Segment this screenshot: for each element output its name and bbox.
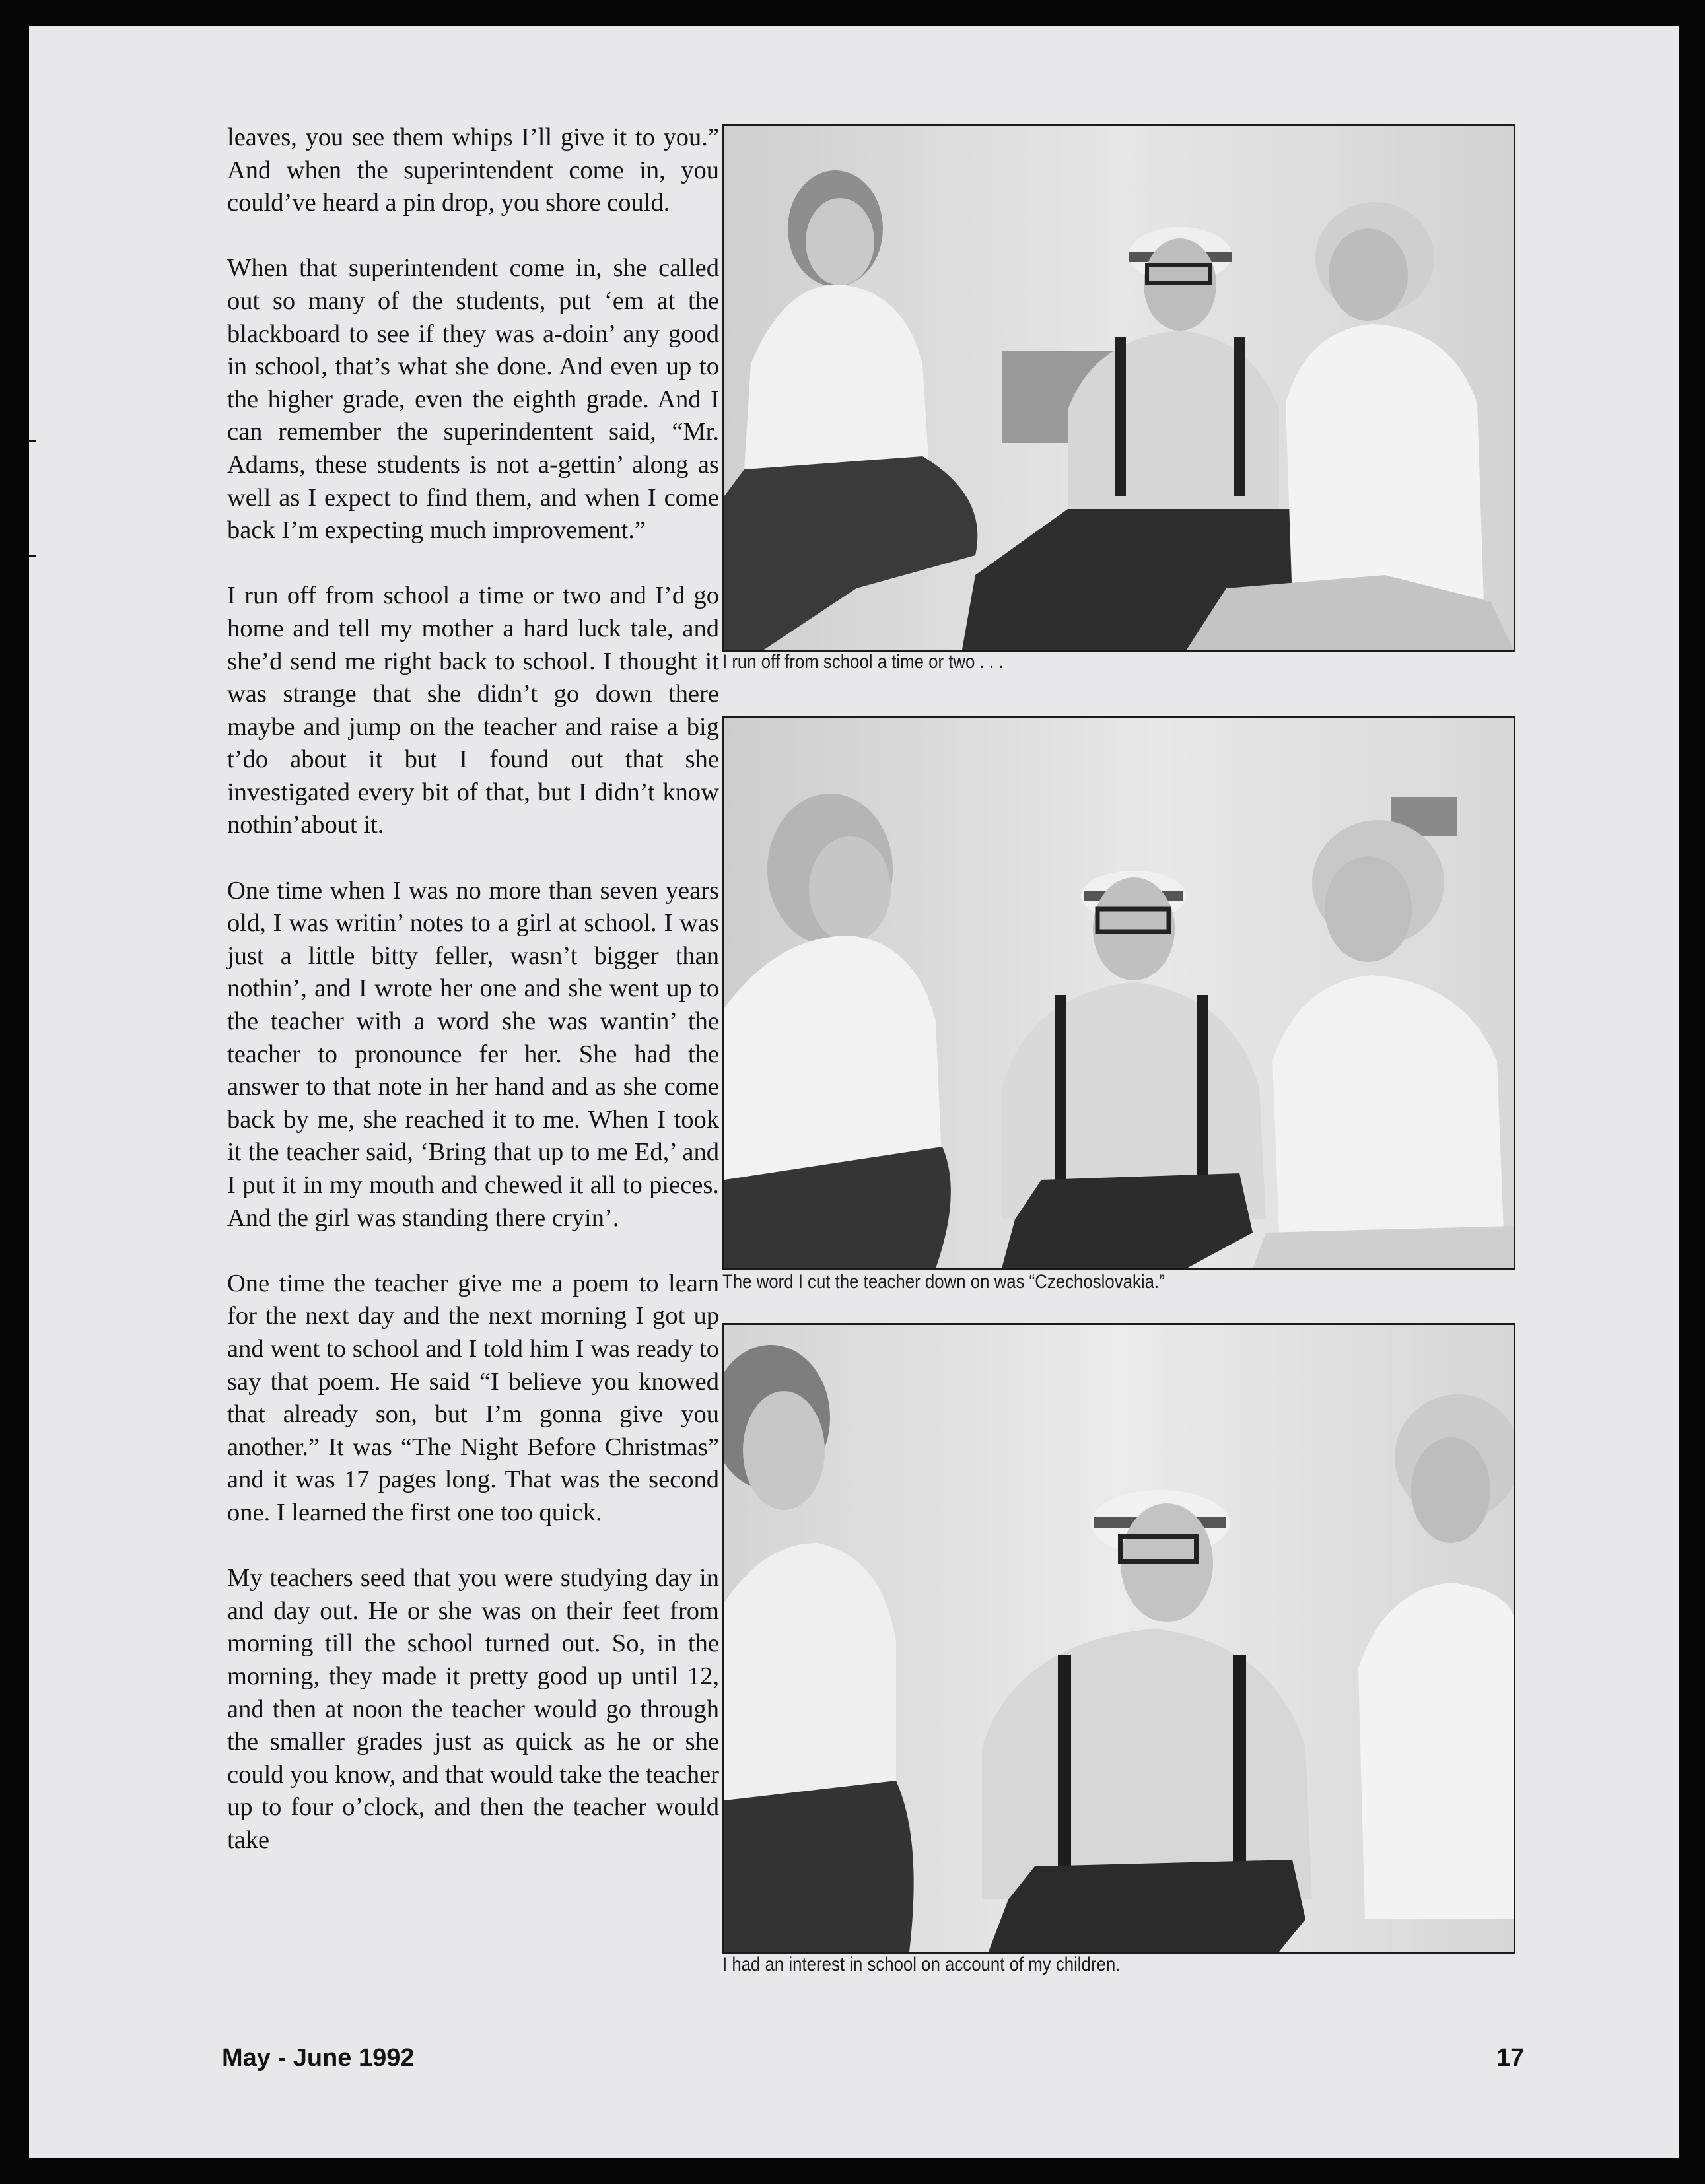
article-paragraph: I run off from school a time or two and I’d go home and tell my mother a hard luck tale, and she’d send me right back to school. I thought it was strange that she didn’t go down there maybe and jump on the teacher and raise a big t’do about it but I found out that she investigated every bit of that, but I didn’t know nothin’about it. <box>227 582 719 839</box>
page-number: 17 <box>1496 2044 1525 2072</box>
photo-caption: The word I cut the teacher down on was “Czechoslovakia.” <box>722 1271 1165 1293</box>
photo-conversation-3 <box>722 1323 1515 1954</box>
photo-conversation-1 <box>722 124 1515 652</box>
article-paragraph: One time when I was no more than seven years old, I was writin’ notes to a girl at school. I was just a little bitty feller, wasn’t bigger than nothin’, and I wrote her one and she went up to the teacher with a word she was wantin’ the teacher to pronounce fer her. She had the answer to that note in her hand and as she come back by me, she reached it to me. When I took it the teacher said, ‘Bring that up to me Ed,’ and I put it in my mouth and chewed it all to pieces. And the girl was standing there cryin’. <box>227 876 719 1232</box>
photo-caption: I had an interest in school on account of my children. <box>722 1954 1121 1975</box>
magazine-page <box>29 26 1679 2158</box>
article-column <box>227 121 719 1890</box>
scan-mark <box>29 440 36 442</box>
photo-conversation-2 <box>722 716 1515 1270</box>
issue-date: May - June 1992 <box>222 2044 415 2072</box>
article-paragraph: leaves, you see them whips I’ll give it to you.” And when the superintendent come in, you could’ve heard a pin drop, you shore could. <box>227 123 719 217</box>
article-paragraph: When that superintendent come in, she called out so many of the students, put ‘em at the blackboard to see if they was a-doin’ any good in school, that’s what she done. And even up to the higher grade, even the eighth grade. And I can remember the superindentent said, “Mr. Adams, these students is not a-gettin’ along as well as I expect to find them, and when I come back I’m expecting much improvement.” <box>227 254 719 545</box>
photo-caption: I run off from school a time or two . . . <box>722 651 1004 673</box>
article-paragraph: One time the teacher give me a poem to learn for the next day and the next morning I got up and went to school and I told him I was ready to say that poem. He said “I believe you knowed that already son, but I’m gonna give you another.” It was “The Night Before Christmas” and it was 17 pages long. That was the second one. I learned the first one too quick. <box>227 1269 719 1526</box>
article-paragraph: My teachers seed that you were studying day in and day out. He or she was on their feet from morning till the school turned out. So, in the morning, they made it pretty good up until 12, and then at noon the teacher would go through the smaller grades just as quick as he or she could you know, and that would take the teacher up to four o’clock, and then the teacher would take <box>227 1564 719 1854</box>
scan-mark <box>29 555 36 557</box>
